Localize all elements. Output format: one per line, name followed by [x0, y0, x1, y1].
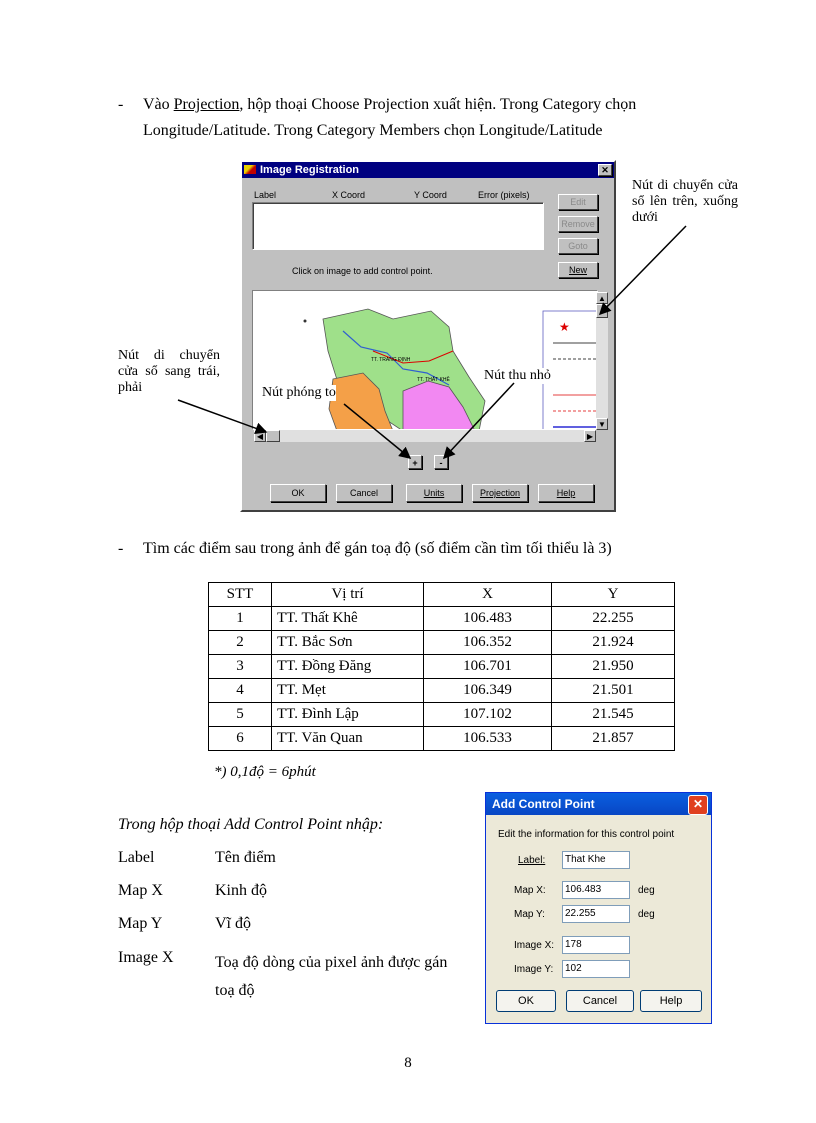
- edit-button[interactable]: Edit: [558, 194, 598, 210]
- term-label: Label: [118, 849, 155, 866]
- arrow-zoom-in: [344, 404, 410, 458]
- close-button[interactable]: ✕: [598, 164, 612, 176]
- scroll-right-button[interactable]: ▶: [584, 430, 596, 442]
- desc-map-y: Vĩ độ: [215, 915, 251, 932]
- image-registration-title: Image Registration: [260, 164, 360, 176]
- table-row: [209, 607, 675, 631]
- map-y-label: Map Y:: [514, 909, 545, 920]
- cancel-button[interactable]: Cancel: [336, 484, 392, 502]
- cell-y: 21.501: [552, 679, 675, 703]
- intro-prefix: Vào: [143, 96, 170, 113]
- annotation-zoom-out: Nút thu nhỏ: [484, 368, 551, 383]
- table-row: [209, 703, 675, 727]
- cell-y: 21.924: [552, 631, 675, 655]
- arrow-zoom-out: [444, 383, 514, 458]
- term-map-y: Map Y: [118, 915, 163, 932]
- map-x-unit: deg: [638, 885, 655, 896]
- cell-location: TT. Mẹt: [272, 679, 424, 703]
- cell-x: 107.102: [424, 703, 552, 727]
- cell-location: TT. Đình Lập: [272, 703, 424, 727]
- image-y-input[interactable]: 102: [562, 960, 630, 978]
- col-error: Error (pixels): [478, 190, 530, 200]
- label-input[interactable]: That Khe: [562, 851, 630, 869]
- annotation-vertical-scroll: Nút di chuyển cửa sổ lên trên, xuống dưới: [632, 178, 738, 225]
- ok-button[interactable]: OK: [496, 990, 556, 1012]
- col-y-coord: Y Coord: [414, 190, 447, 200]
- header-y: Y: [552, 583, 675, 607]
- scroll-left-button[interactable]: ◀: [254, 430, 266, 442]
- step2-text: Tìm các điểm sau trong ảnh để gán toạ độ (số điểm cần tìm tối thiểu là 3): [143, 540, 612, 557]
- map-x-label: Map X:: [514, 885, 546, 896]
- cell-y: 21.857: [552, 727, 675, 751]
- header-x: X: [424, 583, 552, 607]
- cell-x: 106.352: [424, 631, 552, 655]
- scroll-up-button[interactable]: ▲: [596, 292, 608, 304]
- map-x-input[interactable]: 106.483: [562, 881, 630, 899]
- term-image-x: Image X: [118, 949, 174, 966]
- cell-location: TT. Văn Quan: [272, 727, 424, 751]
- cell-location: TT. Đồng Đăng: [272, 655, 424, 679]
- annotation-arrows: [0, 0, 816, 560]
- cell-stt: 3: [209, 655, 272, 679]
- cell-stt: 1: [209, 607, 272, 631]
- arrow-horizontal-scroll: [178, 400, 266, 432]
- label-field-label: Label:: [518, 855, 546, 866]
- map-label-trang-dinh: TT. TRANG ĐỊNH: [371, 357, 411, 363]
- col-x-coord: X Coord: [332, 190, 366, 200]
- cancel-button[interactable]: Cancel: [566, 990, 634, 1012]
- dialog-intro: Edit the information for this control point: [498, 829, 675, 840]
- units-button[interactable]: Units: [406, 484, 462, 502]
- table-row: [209, 727, 675, 751]
- zoom-in-button[interactable]: +: [408, 455, 422, 469]
- cell-stt: 6: [209, 727, 272, 751]
- map-y-input[interactable]: 22.255: [562, 905, 630, 923]
- cell-y: 21.950: [552, 655, 675, 679]
- cell-stt: 5: [209, 703, 272, 727]
- cell-stt: 2: [209, 631, 272, 655]
- close-button[interactable]: ✕: [688, 795, 708, 815]
- hint-text: Click on image to add control point.: [292, 266, 433, 276]
- cell-x: 106.349: [424, 679, 552, 703]
- new-button[interactable]: New: [558, 262, 598, 278]
- image-y-label: Image Y:: [514, 964, 554, 975]
- scroll-down-button[interactable]: ▼: [596, 418, 608, 430]
- zoom-out-button[interactable]: -: [434, 455, 448, 469]
- cell-x: 106.483: [424, 607, 552, 631]
- map-y-unit: deg: [638, 909, 655, 920]
- map-label-that-khe: TT. THẤT KHÊ: [417, 377, 450, 383]
- col-label: Label: [254, 190, 277, 200]
- table-row: [209, 655, 675, 679]
- cell-x: 106.533: [424, 727, 552, 751]
- ok-button[interactable]: OK: [270, 484, 326, 502]
- instructions-heading: Trong hộp thoại Add Control Point nhập:: [118, 816, 384, 833]
- add-control-point-titlebar: [486, 793, 711, 815]
- table-row: [209, 631, 675, 655]
- header-vi-tri: Vị trí: [272, 583, 424, 607]
- table-row: [209, 679, 675, 703]
- legend-star-icon: ★: [559, 320, 570, 334]
- header-stt: STT: [209, 583, 272, 607]
- remove-button[interactable]: Remove: [558, 216, 598, 232]
- help-button[interactable]: Help: [640, 990, 702, 1012]
- cell-stt: 4: [209, 679, 272, 703]
- term-map-x: Map X: [118, 882, 163, 899]
- annotation-zoom-in: Nút phóng to: [262, 385, 336, 400]
- cell-y: 22.255: [552, 607, 675, 631]
- projection-link: Projection: [173, 96, 240, 113]
- page-number: 8: [404, 1055, 412, 1071]
- image-x-input[interactable]: 178: [562, 936, 630, 954]
- intro-rest: , hộp thoại Choose Projection xuất hiện. Trong Category chọn: [239, 96, 637, 113]
- arrow-vertical-scroll: [600, 226, 686, 314]
- cell-y: 21.545: [552, 703, 675, 727]
- projection-button[interactable]: Projection: [472, 484, 528, 502]
- cell-x: 106.701: [424, 655, 552, 679]
- annotation-horizontal-scroll: Nút di chuyển cửa sổ sang trái, phải: [118, 348, 220, 395]
- image-x-label: Image X:: [514, 940, 555, 951]
- desc-image-x: Toạ độ dòng của pixel ảnh được gán toạ độ: [215, 954, 448, 999]
- goto-button[interactable]: Goto: [558, 238, 598, 254]
- cell-location: TT. Thất Khê: [272, 607, 424, 631]
- cell-location: TT. Bắc Sơn: [272, 631, 424, 655]
- desc-map-x: Kinh độ: [215, 882, 267, 899]
- step2-dash: -: [118, 540, 124, 557]
- add-control-point-title: Add Control Point: [492, 797, 595, 811]
- add-control-point-window: [485, 792, 712, 1024]
- coordinates-table: [208, 582, 675, 751]
- desc-label: Tên điểm: [215, 849, 276, 866]
- help-button[interactable]: Help: [538, 484, 594, 502]
- intro-dash: -: [118, 96, 124, 113]
- intro-line-2: Longitude/Latitude. Trong Category Members chọn Longitude/Latitude: [143, 122, 603, 139]
- table-header-row: [209, 583, 675, 607]
- table-note: *) 0,1độ = 6phút: [214, 764, 316, 780]
